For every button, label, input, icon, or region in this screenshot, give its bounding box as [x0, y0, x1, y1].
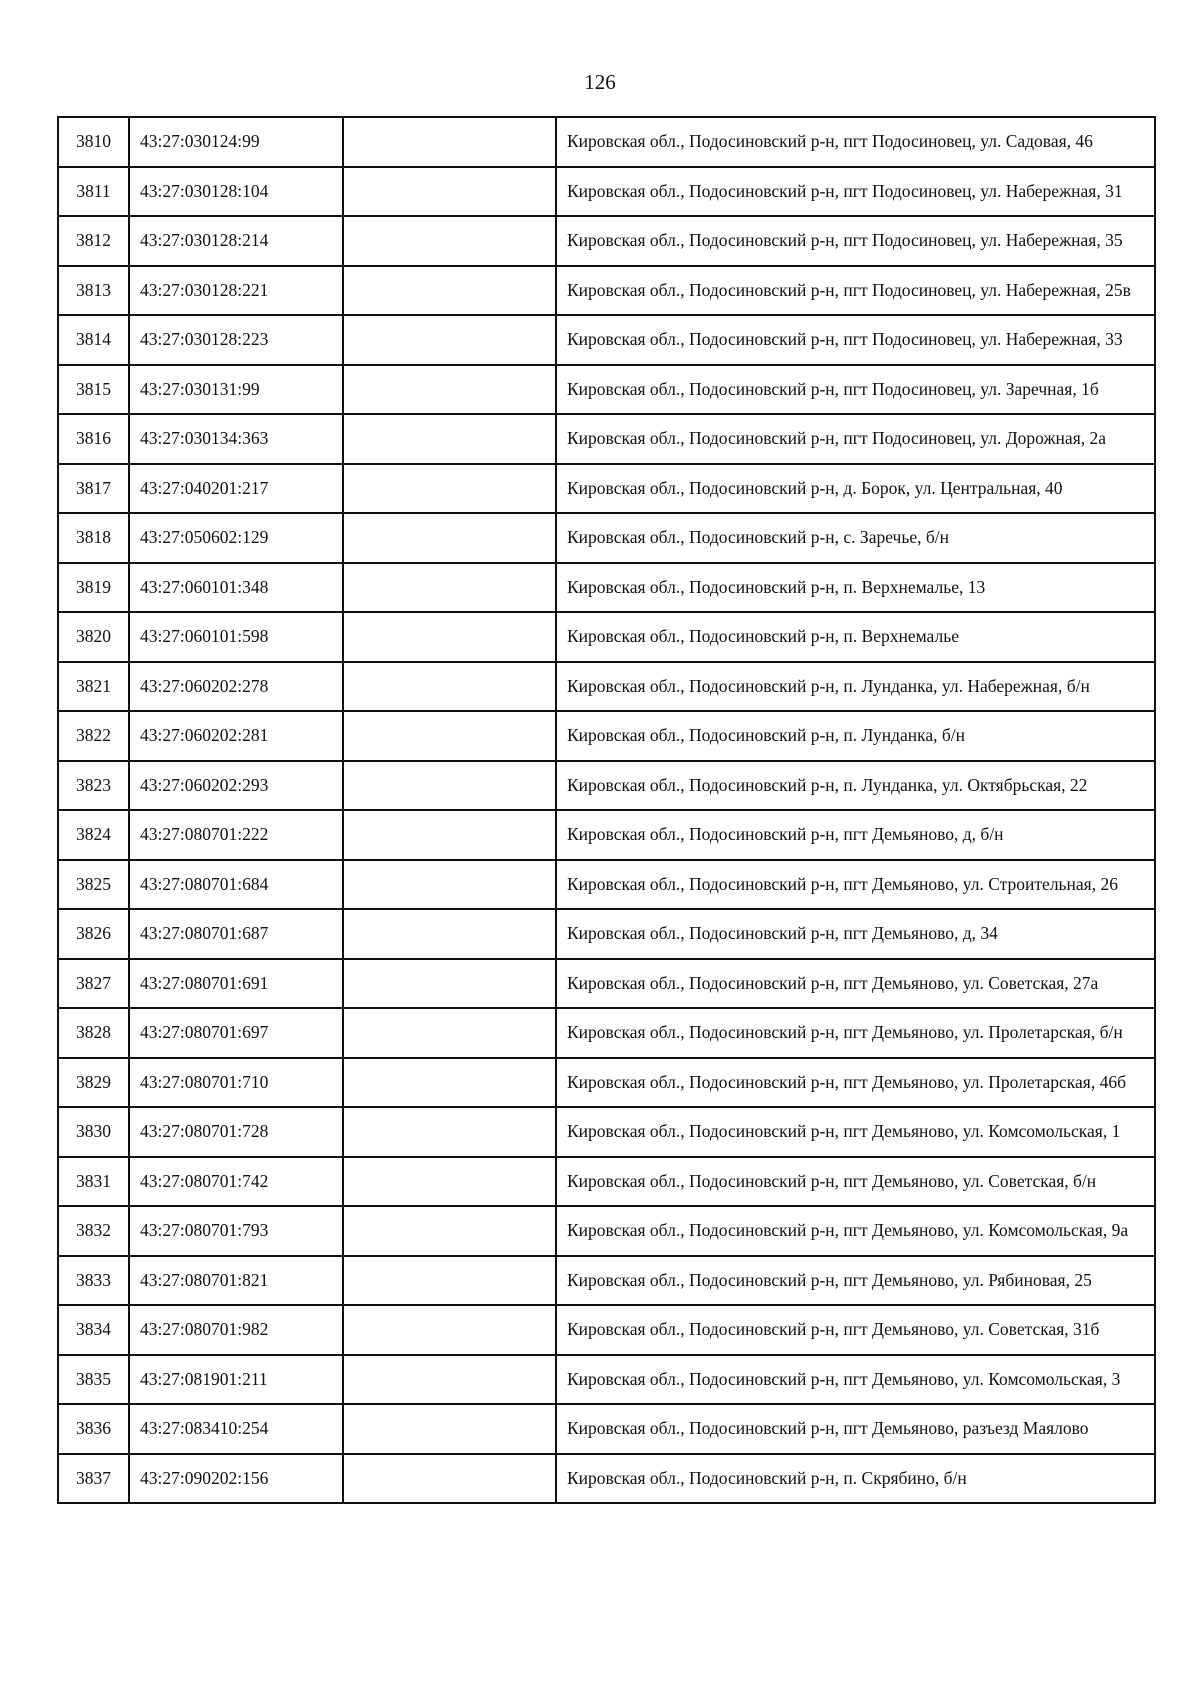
- address-cell: Кировская обл., Подосиновский р-н, пгт Демьяново, ул. Комсомольская, 9а: [556, 1206, 1155, 1256]
- table-row: [58, 315, 1155, 365]
- table-row: [58, 662, 1155, 712]
- address-cell: Кировская обл., Подосиновский р-н, пгт Демьяново, ул. Советская, б/н: [556, 1157, 1155, 1207]
- row-number-cell: 3813: [58, 266, 129, 316]
- address-cell: Кировская обл., Подосиновский р-н, пгт Подосиновец, ул. Набережная, 31: [556, 167, 1155, 217]
- table-row: [58, 612, 1155, 662]
- page-number: 126: [584, 70, 616, 94]
- empty-cell: [343, 612, 556, 662]
- table-row: [58, 1454, 1155, 1504]
- empty-cell: [343, 1404, 556, 1454]
- empty-cell: [343, 365, 556, 415]
- empty-cell: [343, 167, 556, 217]
- cadastral-number-cell: 43:27:080701:222: [129, 810, 343, 860]
- cadastral-number-cell: 43:27:080701:742: [129, 1157, 343, 1207]
- cadastral-number-cell: 43:27:030128:221: [129, 266, 343, 316]
- empty-cell: [343, 1157, 556, 1207]
- cadastral-number-cell: 43:27:080701:697: [129, 1008, 343, 1058]
- empty-cell: [343, 909, 556, 959]
- table-row: [58, 909, 1155, 959]
- cadastral-number-cell: 43:27:030131:99: [129, 365, 343, 415]
- address-cell: Кировская обл., Подосиновский р-н, пгт Подосиновец, ул. Садовая, 46: [556, 117, 1155, 167]
- cadastral-number-cell: 43:27:060101:598: [129, 612, 343, 662]
- address-cell: Кировская обл., Подосиновский р-н, с. Заречье, б/н: [556, 513, 1155, 563]
- address-cell: Кировская обл., Подосиновский р-н, д. Борок, ул. Центральная, 40: [556, 464, 1155, 514]
- cadastral-number-cell: 43:27:080701:687: [129, 909, 343, 959]
- row-number-cell: 3829: [58, 1058, 129, 1108]
- table-row: [58, 711, 1155, 761]
- table-row: [58, 216, 1155, 266]
- address-cell: Кировская обл., Подосиновский р-н, п. Лунданка, ул. Октябрьская, 22: [556, 761, 1155, 811]
- row-number-cell: 3835: [58, 1355, 129, 1405]
- empty-cell: [343, 860, 556, 910]
- address-cell: Кировская обл., Подосиновский р-н, пгт Демьяново, ул. Комсомольская, 3: [556, 1355, 1155, 1405]
- row-number-cell: 3830: [58, 1107, 129, 1157]
- row-number-cell: 3815: [58, 365, 129, 415]
- address-cell: Кировская обл., Подосиновский р-н, пгт Демьяново, д, 34: [556, 909, 1155, 959]
- empty-cell: [343, 266, 556, 316]
- address-cell: Кировская обл., Подосиновский р-н, пгт Подосиновец, ул. Набережная, 35: [556, 216, 1155, 266]
- table-row: [58, 810, 1155, 860]
- table-row: [58, 1305, 1155, 1355]
- address-cell: Кировская обл., Подосиновский р-н, пгт Демьяново, д, б/н: [556, 810, 1155, 860]
- row-number-cell: 3834: [58, 1305, 129, 1355]
- empty-cell: [343, 414, 556, 464]
- cadastral-number-cell: 43:27:083410:254: [129, 1404, 343, 1454]
- cadastral-number-cell: 43:27:080701:821: [129, 1256, 343, 1306]
- row-number-cell: 3828: [58, 1008, 129, 1058]
- address-cell: Кировская обл., Подосиновский р-н, пгт Демьяново, ул. Пролетарская, б/н: [556, 1008, 1155, 1058]
- empty-cell: [343, 1256, 556, 1306]
- empty-cell: [343, 810, 556, 860]
- address-cell: Кировская обл., Подосиновский р-н, пгт Демьяново, ул. Комсомольская, 1: [556, 1107, 1155, 1157]
- table-row: [58, 761, 1155, 811]
- address-cell: Кировская обл., Подосиновский р-н, п. Верхнемалье, 13: [556, 563, 1155, 613]
- address-cell: Кировская обл., Подосиновский р-н, пгт Подосиновец, ул. Набережная, 25в: [556, 266, 1155, 316]
- row-number-cell: 3811: [58, 167, 129, 217]
- row-number-cell: 3826: [58, 909, 129, 959]
- empty-cell: [343, 1355, 556, 1405]
- table-row: [58, 464, 1155, 514]
- address-cell: Кировская обл., Подосиновский р-н, пгт Демьяново, разъезд Маялово: [556, 1404, 1155, 1454]
- table-row: [58, 1008, 1155, 1058]
- row-number-cell: 3824: [58, 810, 129, 860]
- row-number-cell: 3817: [58, 464, 129, 514]
- empty-cell: [343, 563, 556, 613]
- empty-cell: [343, 711, 556, 761]
- cadastral-number-cell: 43:27:090202:156: [129, 1454, 343, 1504]
- address-cell: Кировская обл., Подосиновский р-н, пгт Подосиновец, ул. Дорожная, 2а: [556, 414, 1155, 464]
- address-cell: Кировская обл., Подосиновский р-н, п. Скрябино, б/н: [556, 1454, 1155, 1504]
- row-number-cell: 3823: [58, 761, 129, 811]
- cadastral-number-cell: 43:27:080701:684: [129, 860, 343, 910]
- empty-cell: [343, 216, 556, 266]
- cadastral-number-cell: 43:27:030128:214: [129, 216, 343, 266]
- row-number-cell: 3836: [58, 1404, 129, 1454]
- row-number-cell: 3816: [58, 414, 129, 464]
- table-row: [58, 959, 1155, 1009]
- cadastral-number-cell: 43:27:040201:217: [129, 464, 343, 514]
- cadastral-number-cell: 43:27:030124:99: [129, 117, 343, 167]
- table-row: [58, 1256, 1155, 1306]
- address-cell: Кировская обл., Подосиновский р-н, пгт Демьяново, ул. Рябиновая, 25: [556, 1256, 1155, 1306]
- row-number-cell: 3822: [58, 711, 129, 761]
- cadastral-number-cell: 43:27:080701:691: [129, 959, 343, 1009]
- empty-cell: [343, 959, 556, 1009]
- row-number-cell: 3819: [58, 563, 129, 613]
- empty-cell: [343, 1305, 556, 1355]
- empty-cell: [343, 513, 556, 563]
- empty-cell: [343, 464, 556, 514]
- table-row: [58, 1058, 1155, 1108]
- row-number-cell: 3820: [58, 612, 129, 662]
- cadastral-number-cell: 43:27:080701:793: [129, 1206, 343, 1256]
- cadastral-number-cell: 43:27:060202:293: [129, 761, 343, 811]
- row-number-cell: 3827: [58, 959, 129, 1009]
- row-number-cell: 3833: [58, 1256, 129, 1306]
- table-row: [58, 1206, 1155, 1256]
- empty-cell: [343, 1454, 556, 1504]
- row-number-cell: 3810: [58, 117, 129, 167]
- table-row: [58, 1157, 1155, 1207]
- empty-cell: [343, 315, 556, 365]
- address-cell: Кировская обл., Подосиновский р-н, п. Лунданка, ул. Набережная, б/н: [556, 662, 1155, 712]
- cadastral-number-cell: 43:27:080701:728: [129, 1107, 343, 1157]
- row-number-cell: 3832: [58, 1206, 129, 1256]
- cadastral-number-cell: 43:27:060101:348: [129, 563, 343, 613]
- cadastral-number-cell: 43:27:030128:104: [129, 167, 343, 217]
- empty-cell: [343, 1008, 556, 1058]
- row-number-cell: 3837: [58, 1454, 129, 1504]
- table-row: [58, 1355, 1155, 1405]
- row-number-cell: 3825: [58, 860, 129, 910]
- table-row: [58, 167, 1155, 217]
- row-number-cell: 3814: [58, 315, 129, 365]
- cadastral-number-cell: 43:27:080701:710: [129, 1058, 343, 1108]
- table-row: [58, 513, 1155, 563]
- table-row: [58, 860, 1155, 910]
- cadastral-number-cell: 43:27:081901:211: [129, 1355, 343, 1405]
- cadastral-number-cell: 43:27:030134:363: [129, 414, 343, 464]
- address-cell: Кировская обл., Подосиновский р-н, п. Верхнемалье: [556, 612, 1155, 662]
- empty-cell: [343, 117, 556, 167]
- cadastral-number-cell: 43:27:060202:281: [129, 711, 343, 761]
- empty-cell: [343, 1206, 556, 1256]
- cadastral-number-cell: 43:27:050602:129: [129, 513, 343, 563]
- empty-cell: [343, 761, 556, 811]
- address-cell: Кировская обл., Подосиновский р-н, пгт Демьяново, ул. Советская, 31б: [556, 1305, 1155, 1355]
- address-cell: Кировская обл., Подосиновский р-н, пгт Демьяново, ул. Строительная, 26: [556, 860, 1155, 910]
- row-number-cell: 3831: [58, 1157, 129, 1207]
- table-row: [58, 365, 1155, 415]
- table-row: [58, 117, 1155, 167]
- cadastral-number-cell: 43:27:080701:982: [129, 1305, 343, 1355]
- address-cell: Кировская обл., Подосиновский р-н, п. Лунданка, б/н: [556, 711, 1155, 761]
- table-row: [58, 414, 1155, 464]
- row-number-cell: 3812: [58, 216, 129, 266]
- empty-cell: [343, 1107, 556, 1157]
- table-row: [58, 1404, 1155, 1454]
- address-cell: Кировская обл., Подосиновский р-н, пгт Подосиновец, ул. Набережная, 33: [556, 315, 1155, 365]
- cadastral-number-cell: 43:27:030128:223: [129, 315, 343, 365]
- table-row: [58, 1107, 1155, 1157]
- address-cell: Кировская обл., Подосиновский р-н, пгт Подосиновец, ул. Заречная, 1б: [556, 365, 1155, 415]
- row-number-cell: 3818: [58, 513, 129, 563]
- table-row: [58, 266, 1155, 316]
- table-row: [58, 563, 1155, 613]
- address-cell: Кировская обл., Подосиновский р-н, пгт Демьяново, ул. Пролетарская, 46б: [556, 1058, 1155, 1108]
- row-number-cell: 3821: [58, 662, 129, 712]
- cadastral-number-cell: 43:27:060202:278: [129, 662, 343, 712]
- empty-cell: [343, 662, 556, 712]
- address-cell: Кировская обл., Подосиновский р-н, пгт Демьяново, ул. Советская, 27а: [556, 959, 1155, 1009]
- empty-cell: [343, 1058, 556, 1108]
- registry-table-body: [58, 117, 1155, 1503]
- registry-table: [57, 116, 1156, 1504]
